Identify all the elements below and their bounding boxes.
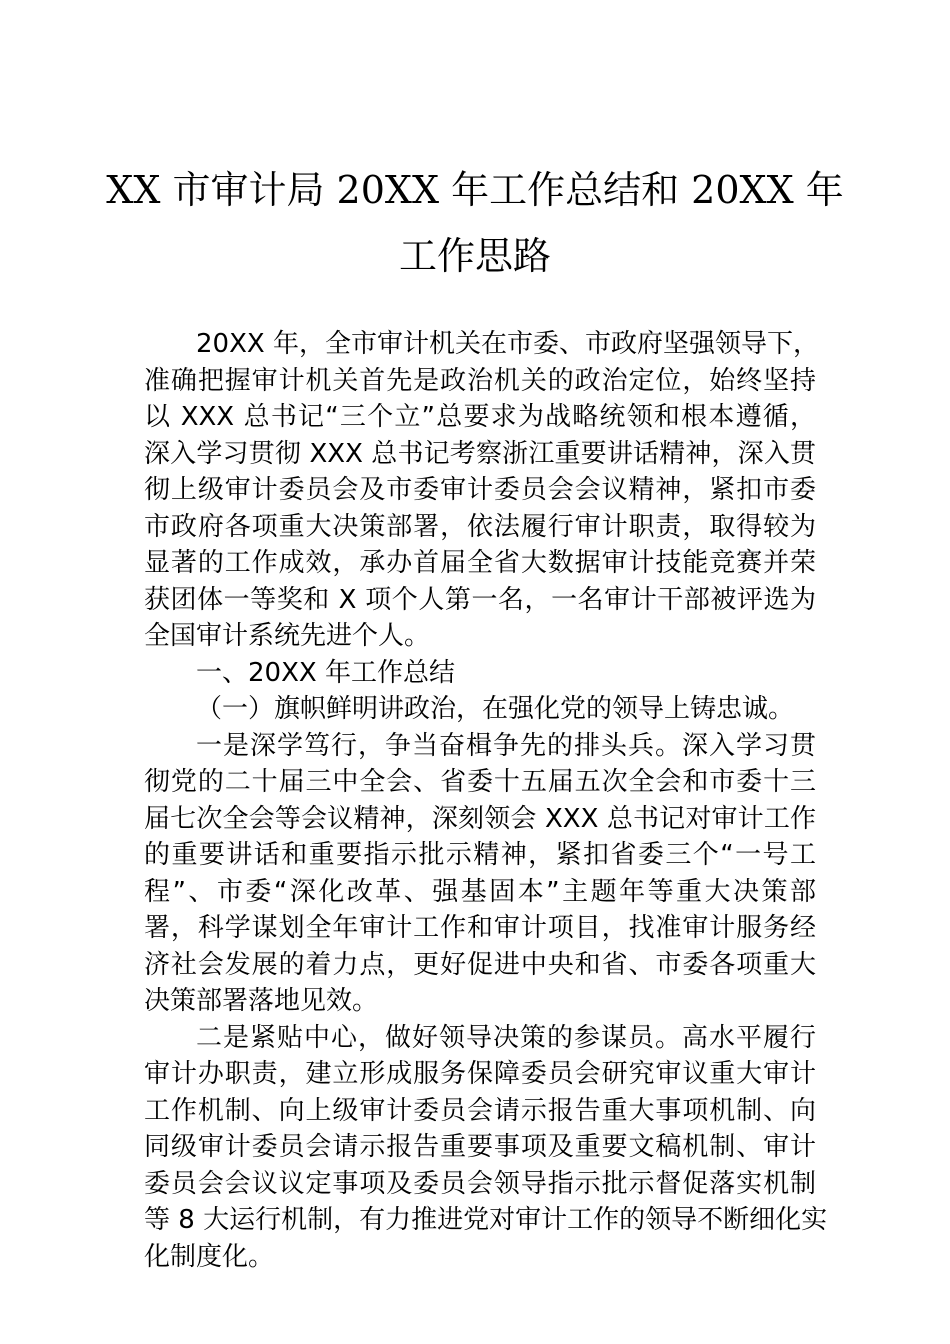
- paragraph-2-line: 的重要讲话和重要指示批示精神，紧扣省委三个“一号工: [144, 840, 816, 870]
- paragraph-2-line: 济社会发展的着力点，更好促进中央和省、市委各项重大: [144, 949, 816, 980]
- section-heading: 一、20XX 年工作总结: [196, 657, 455, 688]
- paragraph-1-line: 准确把握审计机关首先是政治机关的政治定位，始终坚持: [144, 365, 816, 396]
- paragraph-1-line: 市政府各项重大决策部署，依法履行审计职责，取得较为: [144, 511, 816, 542]
- document-title-line-1: XX 市审计局 20XX 年工作总结和 20XX 年: [106, 168, 844, 212]
- paragraph-1-line: 全国审计系统先进个人。: [144, 621, 431, 651]
- paragraph-1-line: 彻上级审计委员会及市委审计委员会会议精神，紧扣市委: [144, 475, 816, 505]
- document-title-line-2: 工作思路: [398, 234, 551, 278]
- paragraph-3-line: 委员会会议议定事项及委员会领导指示批示督促落实机制: [144, 1168, 816, 1199]
- paragraph-1-line: 获团体一等奖和 X 项个人第一名，一名审计干部被评选为: [144, 584, 816, 615]
- paragraph-3-line: 二是紧贴中心，做好领导决策的参谋员。高水平履行: [196, 1022, 816, 1053]
- paragraph-1-line: 以 XXX 总书记“三个立”总要求为战略统领和根本遵循，: [144, 402, 816, 432]
- paragraph-2-line: 一是深学笃行，争当奋楫争先的排头兵。深入学习贯: [196, 730, 816, 761]
- paragraph-2-line: 程”、市委“深化改革、强基固本”主题年等重大决策部: [144, 876, 816, 907]
- paragraph-2-line: 决策部署落地见效。: [144, 986, 379, 1016]
- paragraph-1-line: 20XX 年，全市审计机关在市委、市政府坚强领导下，: [196, 329, 819, 359]
- paragraph-1-line: 深入学习贯彻 XXX 总书记考察浙江重要讲话精神，深入贯: [144, 438, 816, 469]
- paragraph-3-line: 等 8 大运行机制，有力推进党对审计工作的领导不断细化实: [144, 1205, 828, 1235]
- paragraph-3-line: 化制度化。: [144, 1241, 275, 1272]
- paragraph-1-line: 显著的工作成效，承办首届全省大数据审计技能竞赛并荣: [144, 548, 816, 578]
- document-body: [144, 326, 828, 1275]
- paragraph-3-line: 工作机制、向上级审计委员会请示报告重大事项机制、向: [144, 1095, 816, 1126]
- subsection-heading: （一）旗帜鲜明讲政治，在强化党的领导上铸忠诚。: [196, 694, 795, 724]
- paragraph-3-line: 同级审计委员会请示报告重要事项及重要文稿机制、审计: [144, 1132, 816, 1162]
- paragraph-3-line: 审计办职责，建立形成服务保障委员会研究审议重大审计: [144, 1059, 816, 1089]
- paragraph-2-line: 届七次全会等会议精神，深刻领会 XXX 总书记对审计工作: [144, 803, 816, 834]
- paragraph-2-line: 署，科学谋划全年审计工作和审计项目，找准审计服务经: [144, 913, 816, 943]
- paragraph-2-line: 彻党的二十届三中全会、省委十五届五次全会和市委十三: [144, 767, 816, 797]
